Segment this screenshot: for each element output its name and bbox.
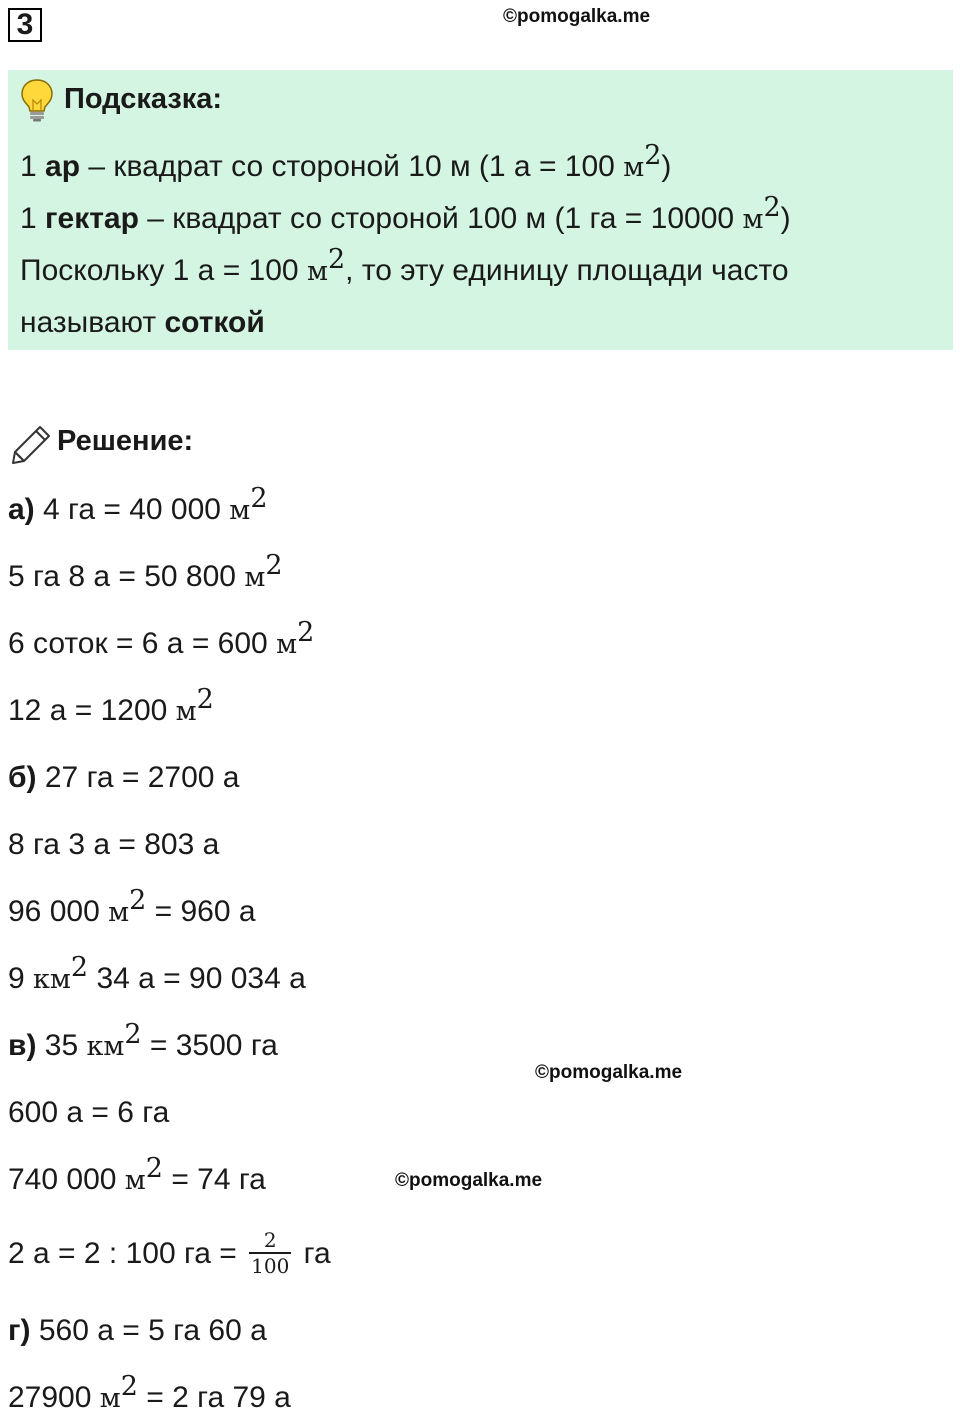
solution-line: 12 а = 1200 $м^2$ [8,683,214,727]
solution-line: 740 000 $м^2 = 74$ га [8,1152,266,1196]
solution-line: 9 $км^2$ 34 а = 90 034 а [8,951,306,995]
solution-line: 600 а = 6 га [8,1096,170,1129]
item-label: г) [8,1314,31,1347]
watermark: ©pomogalka.me [535,1062,683,1083]
solution-line: г) 560 а = 5 га 60 а [8,1314,267,1347]
hint-box [8,70,953,350]
task-number: 3 [8,8,42,42]
solution-line: 5 га 8 а = 50 800 $м^2$ [8,549,283,593]
solution-title: Решение: [57,425,194,457]
solution-line: в) 35 $км^2 = 3500$ га [8,1018,278,1062]
hint-line-sotka-1: Поскольку 1 а = 100 $м^2$, то эту единицу площади часто [20,243,789,287]
solution-line: 6 соток = 6 а = 600 $м^2$ [8,616,315,660]
watermark: ©pomogalka.me [395,1170,543,1191]
lightbulb-icon [20,78,54,122]
fraction: $\frac{2}{100}$ [251,1228,290,1278]
solution-line: 8 га 3 а = 803 а [8,828,220,861]
item-label: в) [8,1029,37,1062]
solution-line: 96 000 $м^2 = 960$ а [8,884,256,928]
hint-line-ar: 1 ар – квадрат со стороной 10 м (1 а = 100 $м^2$) [20,139,672,183]
watermark: ©pomogalka.me [503,6,651,27]
solution-line: б) 27 га = 2700 а [8,761,240,794]
pencil-icon [10,424,52,464]
item-label: а) [8,493,35,526]
solution-line: а) 4 га = 40 000 $м^2$ [8,482,268,526]
solution-line-fraction: 2 а = 2 : 100 га = $\frac{2}{100}$ га [8,1228,331,1278]
hint-line-hectare: 1 гектар – квадрат со стороной 100 м (1 га = 10000 $м^2$) [20,191,791,235]
hint-title: Подсказка: [64,83,223,115]
item-label: б) [8,761,37,794]
solution-line: 27900 $м^2 = 2$ га 79 а [8,1370,291,1414]
hint-line-sotka-2: называют соткой [20,306,265,339]
